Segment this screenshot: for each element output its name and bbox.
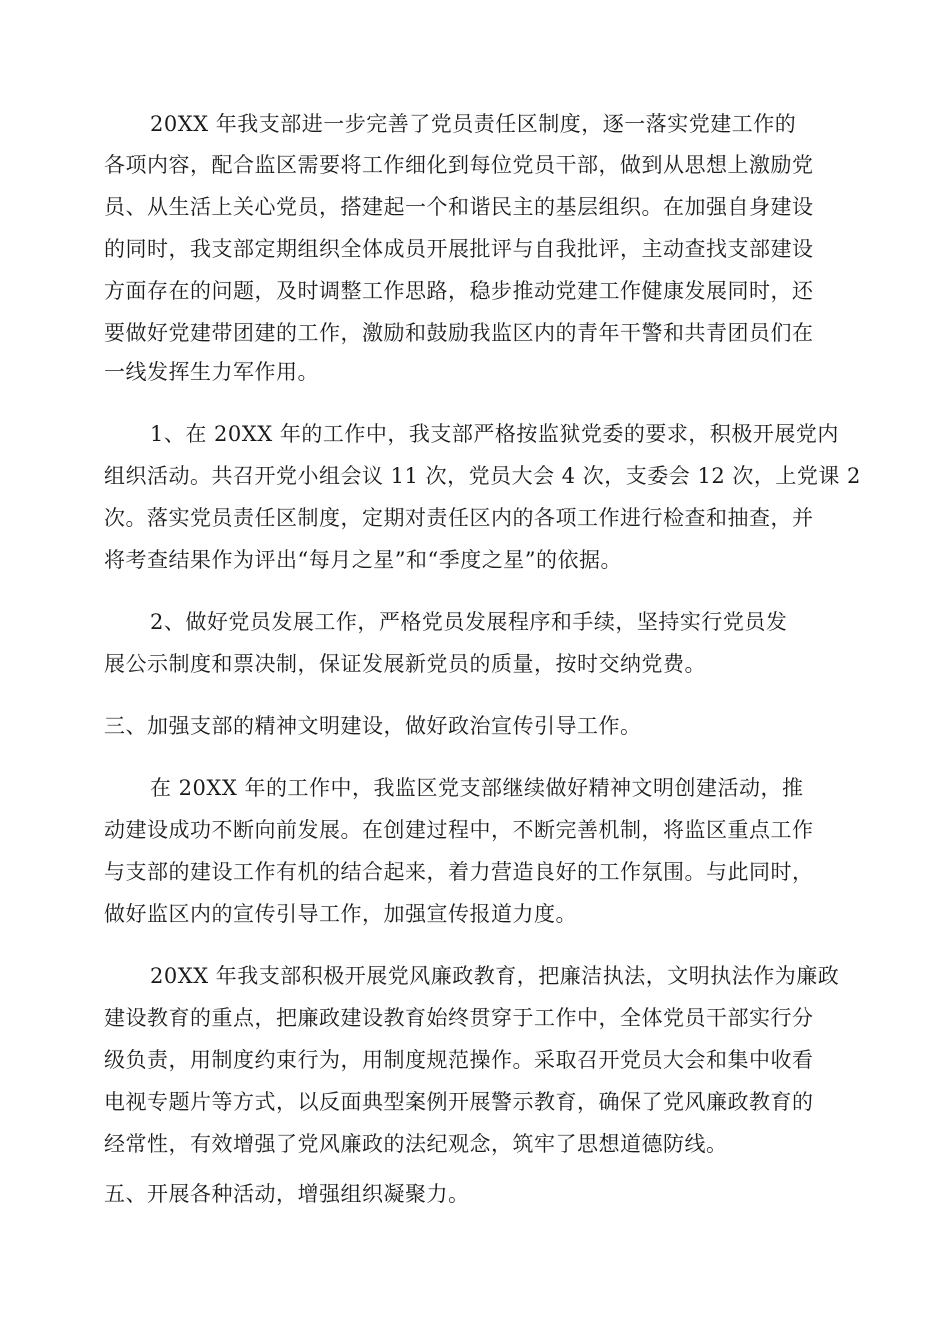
- section-heading: 三、加强支部的精神文明建设，做好政治宣传引导工作。: [104, 714, 642, 738]
- paragraph-line: 展公示制度和票决制，保证发展新党员的质量，按时交纳党费。: [104, 652, 706, 676]
- paragraph-line: 要做好党建带团建的工作，激励和鼓励我监区内的青年干警和共青团员们在: [104, 321, 814, 345]
- paragraph-line: 组织活动。共召开党小组会议 11 次，党员大会 4 次，支委会 12 次，上党课 2: [104, 464, 861, 488]
- paragraph-line: 动建设成功不断向前发展。在创建过程中，不断完善机制，将监区重点工作: [104, 818, 814, 842]
- paragraph-line: 20XX 年我支部积极开展党风廉政教育，把廉洁执法，文明执法作为廉政: [150, 964, 840, 988]
- paragraph-line: 员、从生活上关心党员，搭建起一个和谐民主的基层组织。在加强自身建设: [104, 195, 814, 219]
- paragraph-line: 电视专题片等方式，以反面典型案例开展警示教育，确保了党风廉政教育的: [104, 1090, 814, 1114]
- paragraph-line: 1、在 20XX 年的工作中，我支部严格按监狱党委的要求，积极开展党内: [150, 422, 839, 446]
- paragraph-line: 级负责，用制度约束行为，用制度规范操作。采取召开党员大会和集中收看: [104, 1048, 814, 1072]
- paragraph-line: 2、做好党员发展工作，严格党员发展程序和手续，坚持实行党员发: [150, 610, 788, 634]
- paragraph-line: 在 20XX 年的工作中，我监区党支部继续做好精神文明创建活动，推: [150, 776, 804, 800]
- paragraph-line: 将考查结果作为评出“每月之星”和“季度之星”的依据。: [104, 548, 622, 572]
- paragraph-line: 次。落实党员责任区制度，定期对责任区内的各项工作进行检查和抽查，并: [104, 506, 814, 530]
- paragraph-line: 经常性，有效增强了党风廉政的法纪观念，筑牢了思想道德防线。: [104, 1132, 728, 1156]
- paragraph-line: 建设教育的重点，把廉政建设教育始终贯穿于工作中，全体党员干部实行分: [104, 1006, 814, 1030]
- paragraph-line: 一线发挥生力军作用。: [104, 360, 319, 384]
- paragraph-line: 20XX 年我支部进一步完善了党员责任区制度，逐一落实党建工作的: [150, 112, 797, 136]
- paragraph-line: 做好监区内的宣传引导工作，加强宣传报道力度。: [104, 902, 577, 926]
- paragraph-line: 与支部的建设工作有机的结合起来，着力营造良好的工作氛围。与此同时，: [104, 860, 814, 884]
- paragraph-line: 方面存在的问题，及时调整工作思路，稳步推动党建工作健康发展同时，还: [104, 279, 814, 303]
- paragraph-line: 的同时，我支部定期组织全体成员开展批评与自我批评，主动查找支部建设: [104, 237, 814, 261]
- section-heading: 五、开展各种活动，增强组织凝聚力。: [104, 1182, 470, 1206]
- paragraph-line: 各项内容，配合监区需要将工作细化到每位党员干部，做到从思想上激励党: [104, 153, 814, 177]
